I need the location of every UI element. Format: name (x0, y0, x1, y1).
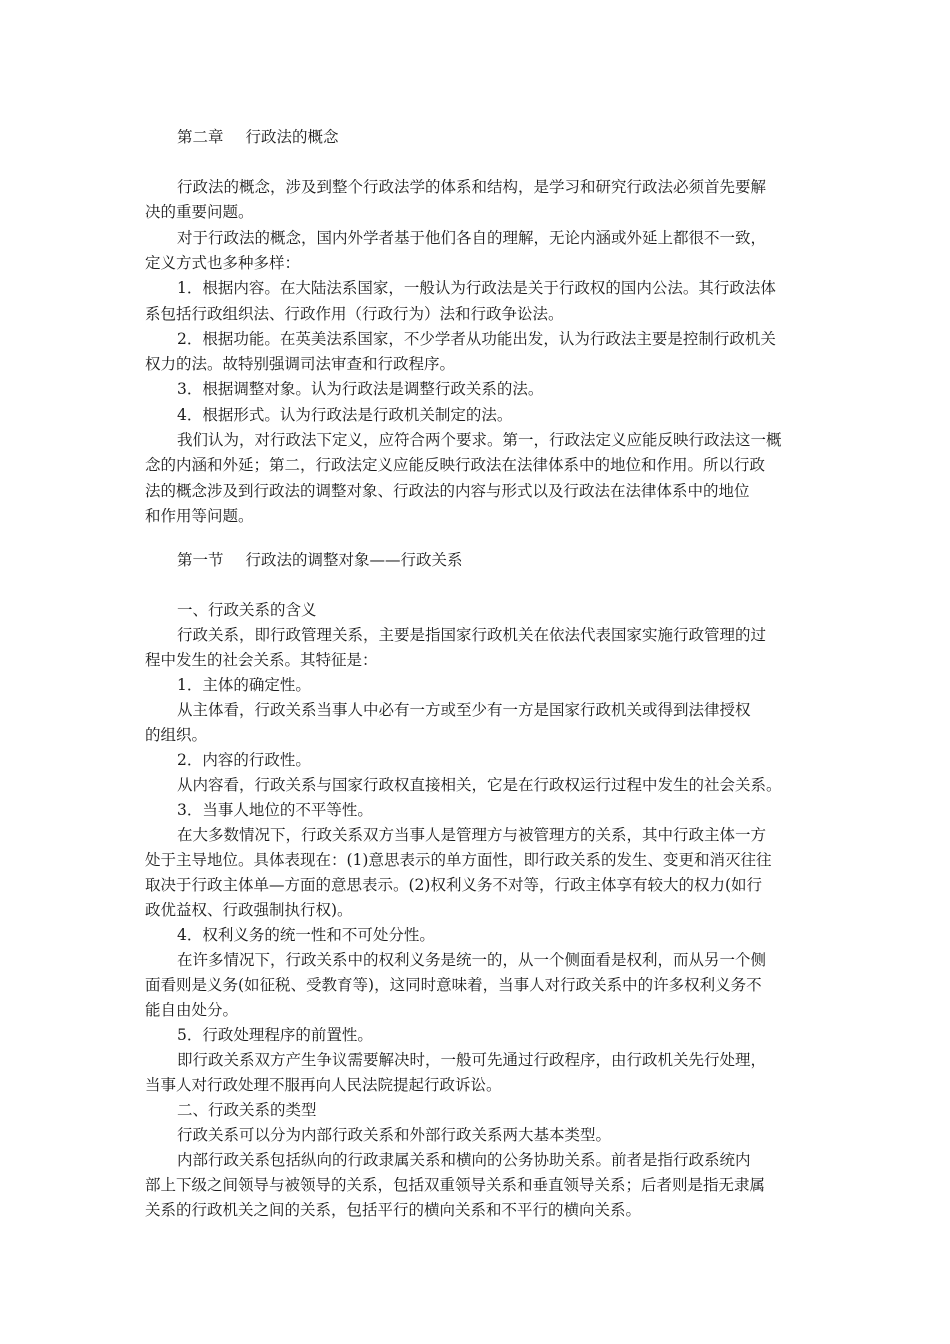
text-line: 定义方式也多种多样： (145, 253, 301, 272)
text-line: 对于行政法的概念，国内外学者基于他们各自的理解，无论内涵或外延上都很不一致， (177, 228, 767, 247)
text-line: 政优益权、行政强制执行权)。 (145, 901, 353, 919)
text-line: 2．根据功能。在英美法系国家，不少学者从功能出发，认为行政法主要是控制行政机关 (177, 329, 776, 348)
chapter-number: 第二章 (177, 128, 224, 146)
text-line: 行政关系可以分为内部行政关系和外部行政关系两大基本类型。 (177, 1126, 612, 1144)
text-line: 4．权利义务的统一性和不可处分性。 (177, 926, 435, 944)
section-heading (145, 549, 817, 571)
text-line: 即行政关系双方产生争议需要解决时，一般可先通过行政程序，由行政机关先行处理， (177, 1051, 767, 1069)
text-line: 在许多情况下，行政关系中的权利义务是统一的，从一个侧面看是权利，而从另一个侧 (177, 951, 767, 969)
text-line: 取决于行政主体单—方面的意思表示。(2)权利义务不对等，行政主体享有较大的权力(如行 (145, 876, 763, 894)
text-line: 一、行政关系的含义 (177, 601, 317, 619)
text-line: 3．根据调整对象。认为行政法是调整行政关系的法。 (177, 380, 544, 399)
text-line: 当事人对行政处理不服再向人民法院提起行政诉讼。 (145, 1076, 502, 1094)
text-line: 部上下级之间领导与被领导的关系，包括双重领导关系和垂直领导关系；后者则是指无隶属 (145, 1176, 766, 1194)
text-line: 程中发生的社会关系。其特征是： (145, 651, 378, 669)
text-line: 行政法的概念，涉及到整个行政法学的体系和结构，是学习和研究行政法必须首先要解 (177, 178, 767, 196)
text-line: 1．主体的确定性。 (177, 676, 311, 694)
chapter-title: 行政法的概念 (245, 128, 339, 146)
text-line: 念的内涵和外延；第二，行政法定义应能反映行政法在法律体系中的地位和作用。所以行政 (145, 456, 766, 475)
text-line: 的组织。 (145, 726, 208, 744)
text-line: 5．行政处理程序的前置性。 (177, 1026, 373, 1044)
chapter-heading (145, 126, 817, 148)
section-title: 行政法的调整对象——行政关系 (245, 551, 463, 569)
text-line: 处于主导地位。具体表现在：(1)意思表示的单方面性，即行政关系的发生、变更和消灭往往 (145, 851, 772, 869)
text-line: 关系的行政机关之间的关系，包括平行的横向关系和不平行的横向关系。 (145, 1201, 642, 1219)
text-line: 内部行政关系包括纵向的行政隶属关系和横向的公务协助关系。前者是指行政系统内 (177, 1151, 751, 1169)
text-line: 在大多数情况下，行政关系双方当事人是管理方与被管理方的关系，其中行政主体一方 (177, 826, 767, 844)
text-line: 二、行政关系的类型 (177, 1101, 317, 1119)
text-line: 和作用等问题。 (145, 506, 254, 525)
text-line: 面看则是义务(如征税、受教育等)，这同时意味着，当事人对行政关系中的许多权利义务不 (145, 976, 762, 994)
text-line: 2．内容的行政性。 (177, 751, 311, 769)
text-line: 从内容看，行政关系与国家行政权直接相关，它是在行政权运行过程中发生的社会关系。 (177, 776, 782, 794)
section-number: 第一节 (177, 551, 224, 569)
text-line: 能自由处分。 (145, 1001, 239, 1019)
text-line: 1．根据内容。在大陆法系国家，一般认为行政法是关于行政权的国内公法。其行政法体 (177, 279, 776, 298)
text-line: 决的重要问题。 (145, 203, 254, 222)
text-line: 系包括行政组织法、行政作用（行政行为）法和行政争讼法。 (145, 304, 564, 323)
text-line: 行政关系，即行政管理关系，主要是指国家行政机关在依法代表国家实施行政管理的过 (177, 626, 767, 644)
text-line: 3．当事人地位的不平等性。 (177, 801, 373, 819)
text-line: 权力的法。故特别强调司法审查和行政程序。 (145, 355, 456, 374)
text-line: 我们认为，对行政法下定义，应符合两个要求。第一，行政法定义应能反映行政法这一概 (177, 431, 782, 449)
text-line: 法的概念涉及到行政法的调整对象、行政法的内容与形式以及行政法在法律体系中的地位 (145, 481, 750, 500)
text-line: 4．根据形式。认为行政法是行政机关制定的法。 (177, 405, 513, 424)
text-line: 从主体看，行政关系当事人中必有一方或至少有一方是国家行政机关或得到法律授权 (177, 701, 751, 719)
